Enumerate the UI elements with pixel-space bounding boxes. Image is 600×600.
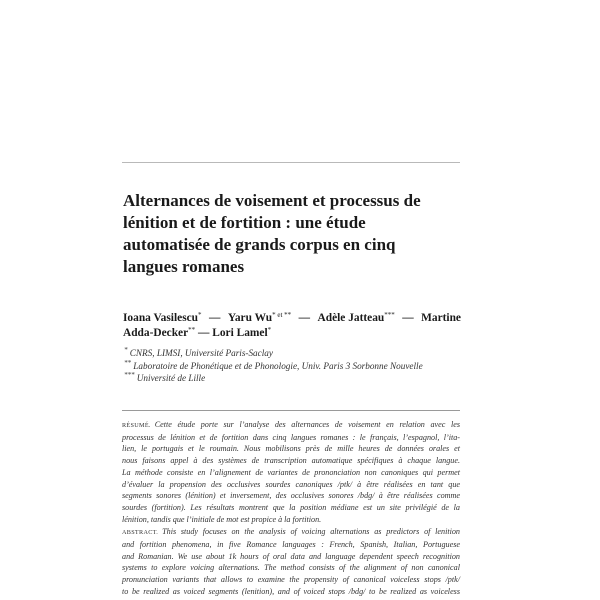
abstract-en-line: and Romanian. We use about 1k hours of oral data and language dependent speech recognition [122,551,460,561]
author-separator: — [209,312,221,324]
header-rule [122,162,460,163]
abstract-en-line: pronunciation variants that allows to examine the propensity of canonical voiceless stops /ptk/ [122,575,460,585]
abstract-en-line: and fortition phenomena, in five Romance languages : French, Spanish, Italian, Portuguese [122,540,460,550]
abstract-en-line: systems to explore voicing alternations. The method consists of the alignment of non canonical [122,563,460,573]
author: Ioana Vasilescu* [123,311,202,324]
abstract-fr-line: sourdes (fortition). Les résultats montrent que la position médiane est un site privilégié de la [122,502,460,512]
author-separator: — [402,312,414,324]
abstract-fr-line: processus de lénition et de fortition dans cinq langues romanes : le français, l’espagnol, l’ita- [122,432,460,442]
affiliation: *** Université de Lille [124,371,206,384]
author: Yaru $Wu^{* et **}$ [227,311,292,324]
paper-title [123,190,453,278]
affiliation-mark: * [267,326,272,334]
abstract-en-line: to be realized as voiced segments (lenition), and of voiced stops /bdg/ to be realized as voiceless [122,586,460,596]
author-line [123,326,461,341]
abstract-section [122,419,460,598]
abstract-fr-line: segments sonores (lénition) et inversement, des occlusives sonores /bdg/ à être réalisées comme [122,491,460,501]
abstract-fr-line: lénition, tandis que l’initiale de mot est propice à la fortition. [122,514,322,524]
affiliation: * CNRS, LIMSI, Université Paris-Saclay [124,346,273,358]
author: Adèle Jatteau*** [317,311,395,324]
affiliation-mark: * et ** [272,311,292,319]
author-list [123,311,461,341]
title-line: langues romanes [123,257,245,276]
affiliation-mark: *** [384,311,395,319]
abstract-en-line: ABSTRACT. This study focuses on the analysis of voicing alternations as predictors of lenition [122,527,460,537]
author-line [123,311,461,326]
abstract-fr-line: RÉSUMÉ. Cette étude porte sur l’analyse des alternances de voisement en relation avec les [122,420,460,429]
title-line: Alternances de voisement et processus de [123,191,421,210]
title-line: lénition et de fortition : une étude [123,213,366,232]
abstract-rule [122,410,460,411]
title-line: automatisée de grands corpus en cinq [123,235,396,254]
abstract-fr-line: La méthode consiste en l’alignement de variantes de prononciation non canoniques qui permet [122,467,460,477]
author: Lori Lamel [212,327,268,339]
author-separator: — [298,312,311,324]
affiliation-list [124,347,462,385]
abstract-fr-line: d’évaluer la propension des occlusives sourdes canoniques /ptk/ à être réalisées en tant que [122,479,460,489]
abstract-fr-label: RÉSUMÉ. [122,422,151,429]
affiliation: ** Laboratoire de Phonétique et de Phonologie, Univ. Paris 3 Sorbonne Nouvelle [124,358,423,371]
affiliation-mark: * [198,311,202,319]
abstract-en-label: ABSTRACT. [122,529,159,537]
abstract-fr-line: lien, le portugais et le roumain. Nous mobilisons près de mille heures de données orales et [122,444,460,454]
author-last-name: Adda-Decker [123,327,189,339]
author-first-name: Martine [421,312,461,324]
abstract-fr-line: nous faisons appel à des systèmes de transcription automatique spécifiques à chaque langue. [122,456,460,466]
affiliation-mark: ** [188,326,196,334]
author-separator: — [195,327,213,339]
